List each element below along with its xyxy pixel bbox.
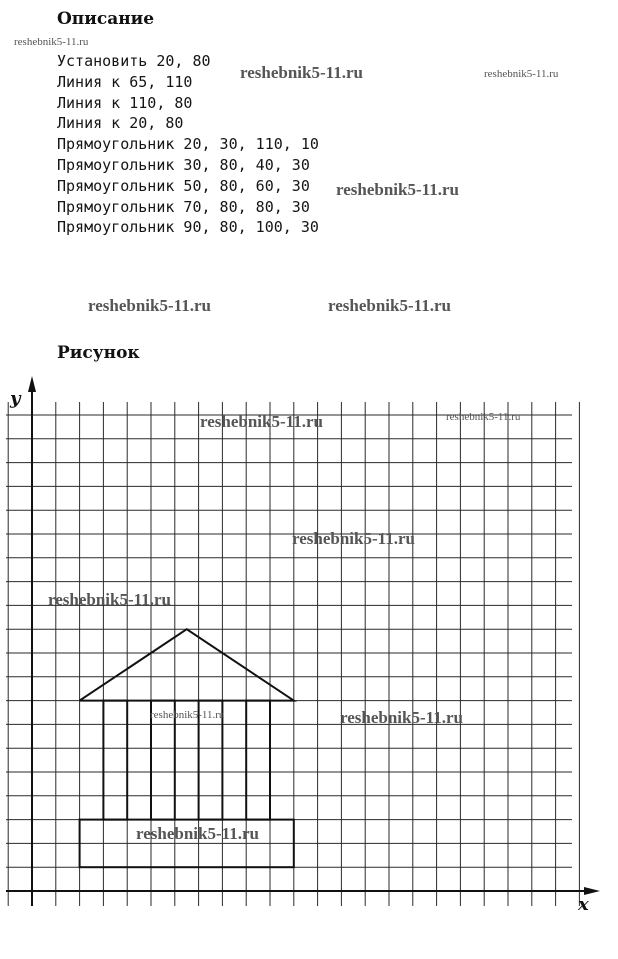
figure-rectangle: [246, 701, 270, 820]
grid: [6, 402, 579, 906]
watermark: reshebnik5-11.ru: [200, 412, 323, 431]
y-axis-arrow-icon: [28, 376, 36, 392]
figure-heading: Рисунок: [57, 343, 140, 363]
x-axis-label: x: [578, 894, 589, 915]
watermark: reshebnik5-11.ru: [484, 68, 559, 80]
command-line: Установить 20, 80: [57, 52, 211, 70]
command-line: Прямоугольник 90, 80, 100, 30: [57, 218, 319, 237]
watermark: reshebnik5-11.ru: [48, 590, 171, 609]
watermark: reshebnik5-11.ru: [136, 824, 259, 843]
command-line: Прямоугольник 70, 80, 80, 30: [57, 197, 310, 216]
figure-rectangle: [103, 701, 127, 820]
command-line: Линия к 65, 110: [57, 72, 193, 91]
watermark: reshebnik5-11.ru: [150, 709, 225, 721]
watermark: reshebnik5-11.ru: [328, 296, 451, 315]
roof-triangle: [80, 629, 294, 700]
axes: [6, 376, 600, 906]
command-line: Прямоугольник 50, 80, 60, 30: [57, 176, 310, 195]
watermark: reshebnik5-11.ru: [340, 708, 463, 727]
command-line: Линия к 20, 80: [57, 114, 184, 133]
watermark: reshebnik5-11.ru: [88, 296, 211, 315]
description-heading: Описание: [57, 9, 155, 29]
command-line: Прямоугольник 20, 30, 110, 10: [57, 135, 319, 154]
command-line: Линия к 110, 80: [57, 93, 193, 112]
watermark: reshebnik5-11.ru: [336, 180, 459, 199]
watermark: reshebnik5-11.ru: [292, 529, 415, 548]
watermark: reshebnik5-11.ru: [240, 63, 363, 82]
y-axis-label: y: [10, 388, 21, 409]
watermark: reshebnik5-11.ru: [14, 36, 89, 48]
watermark: reshebnik5-11.ru: [446, 411, 521, 423]
command-line: Прямоугольник 30, 80, 40, 30: [57, 155, 310, 174]
